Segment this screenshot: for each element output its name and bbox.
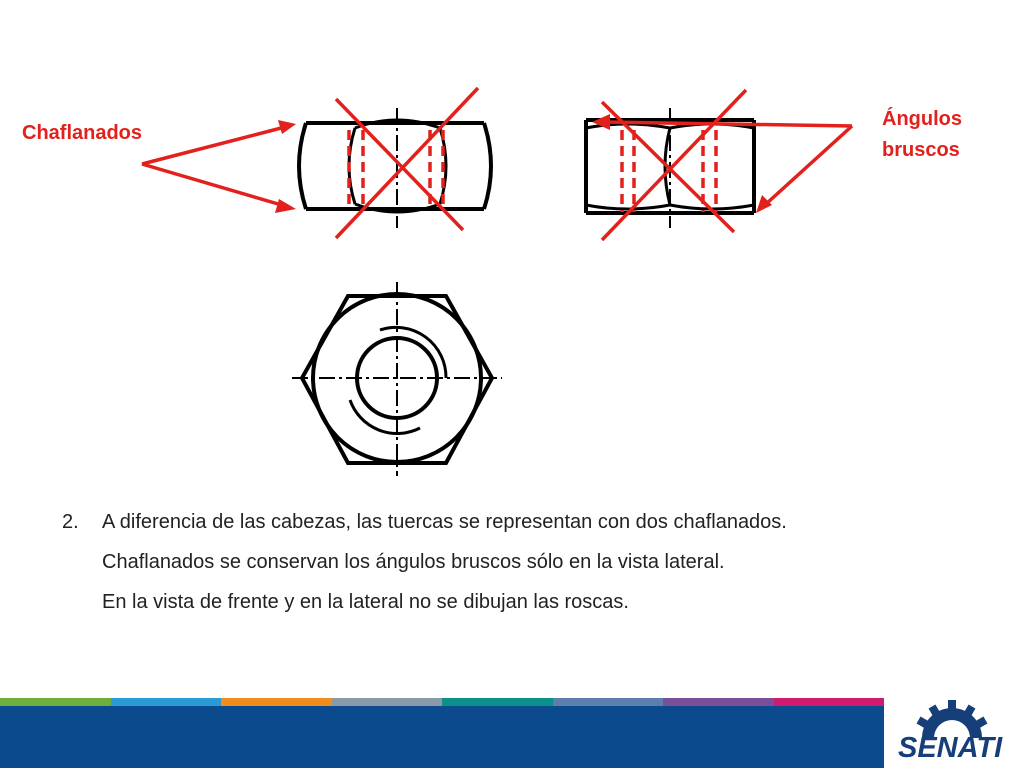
- note-number: 2.: [62, 511, 79, 533]
- footer-stripe: [0, 698, 111, 706]
- label-angulos-line1: Ángulos: [882, 108, 962, 130]
- note-text-3: En la vista de frente y en la lateral no se dibujan las roscas.: [102, 591, 629, 613]
- nut-front-view-hexagon: [292, 282, 502, 476]
- logo-text: SENATI: [898, 732, 1003, 764]
- footer-stripe: [221, 698, 332, 706]
- label-chaflanados: Chaflanados: [22, 122, 143, 144]
- footer-color-stripes: [0, 698, 884, 706]
- label-angulos-bruscos: [882, 104, 962, 166]
- red-annotations: [142, 88, 852, 240]
- senati-logo: [892, 696, 1012, 766]
- footer-bar: [0, 698, 884, 768]
- footer-stripe: [774, 698, 885, 706]
- footer-stripe: [111, 698, 222, 706]
- note-text-2: Chaflanados se conservan los ángulos bruscos sólo en la vista lateral.: [102, 551, 725, 573]
- footer-blue-bar: [0, 706, 884, 768]
- footer-stripe: [332, 698, 443, 706]
- footer-stripe: [442, 698, 553, 706]
- footer-stripe: [663, 698, 774, 706]
- footer-stripe: [553, 698, 664, 706]
- nut-side-view-chamfered: [299, 108, 491, 228]
- note-text-1: A diferencia de las cabezas, las tuercas se representan con dos chaflanados.: [102, 511, 787, 533]
- label-angulos-line2: bruscos: [882, 139, 960, 161]
